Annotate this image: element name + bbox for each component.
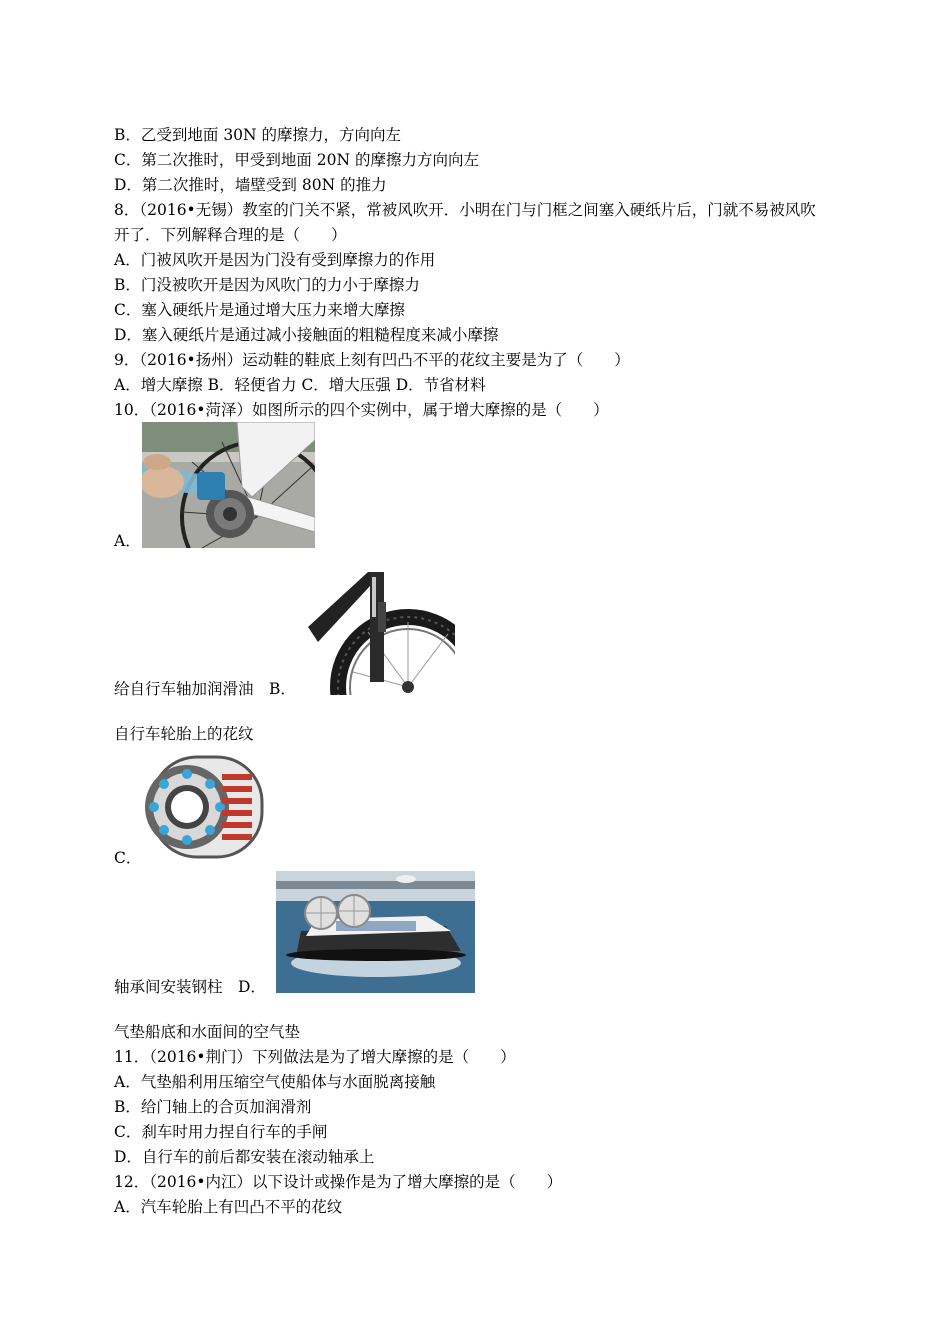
q12-stem: 12．（2016•内江）以下设计或操作是为了增大摩擦的是（ ） <box>114 1173 563 1191</box>
q12-option-a: A．汽车轮胎上有凹凸不平的花纹 <box>114 1198 343 1216</box>
q11-option-c: C．刹车时用力捏自行车的手闸 <box>114 1123 328 1141</box>
q11-stem: 11．（2016•荆门）下列做法是为了增大摩擦的是（ ） <box>114 1048 516 1066</box>
q11-option-b: B．给门轴上的合页加润滑剂 <box>114 1098 312 1116</box>
hovercraft-image <box>276 871 475 993</box>
q10-caption-b: 自行车轮胎上的花纹 <box>114 725 254 743</box>
q10-stem: 10．（2016•菏泽）如图所示的四个实例中，属于增大摩擦的是（ ） <box>114 401 609 419</box>
q8-stem-line2: 开了．下列解释合理的是（ ） <box>114 226 347 244</box>
q10-label-c: C． <box>114 849 142 867</box>
q11-option-d: D．自行车的前后都安装在滚动轴承上 <box>114 1148 375 1166</box>
q8-option-a: A．门被风吹开是因为门没有受到摩擦力的作用 <box>114 251 436 269</box>
q10-caption-a-label-b: 给自行车轴加润滑油 B． <box>114 680 296 698</box>
bike-tire-image <box>308 572 455 695</box>
q7-option-d: D．第二次推时，墙壁受到 80N 的推力 <box>114 176 387 194</box>
q11-option-a: A．气垫船利用压缩空气使船体与水面脱离接触 <box>114 1073 436 1091</box>
q7-option-b: B．乙受到地面 30N 的摩擦力，方向向左 <box>114 126 402 144</box>
q8-option-d: D．塞入硬纸片是通过减小接触面的粗糙程度来减小摩擦 <box>114 326 499 344</box>
q10-label-a: A． <box>114 532 141 550</box>
q9-stem: 9．（2016•扬州）运动鞋的鞋底上刻有凹凸不平的花纹主要是为了（ ） <box>114 351 630 369</box>
bike-lubrication-image <box>142 422 315 548</box>
q7-option-c: C．第二次推时，甲受到地面 20N 的摩擦力方向向左 <box>114 151 480 169</box>
bearing-image <box>142 752 266 862</box>
q8-option-b: B．门没被吹开是因为风吹门的力小于摩擦力 <box>114 276 420 294</box>
q10-caption-c-label-d: 轴承间安装钢柱 D． <box>114 978 266 996</box>
q8-option-c: C．塞入硬纸片是通过增大压力来增大摩擦 <box>114 301 405 319</box>
q10-caption-d: 气垫船底和水面间的空气垫 <box>114 1023 301 1041</box>
q9-options: A．增大摩擦 B．轻便省力 C．增大压强 D．节省材料 <box>114 376 486 394</box>
q8-stem-line1: 8．（2016•无锡）教室的门关不紧，常被风吹开．小明在门与门框之间塞入硬纸片后，门就不易被风吹 <box>114 201 816 219</box>
